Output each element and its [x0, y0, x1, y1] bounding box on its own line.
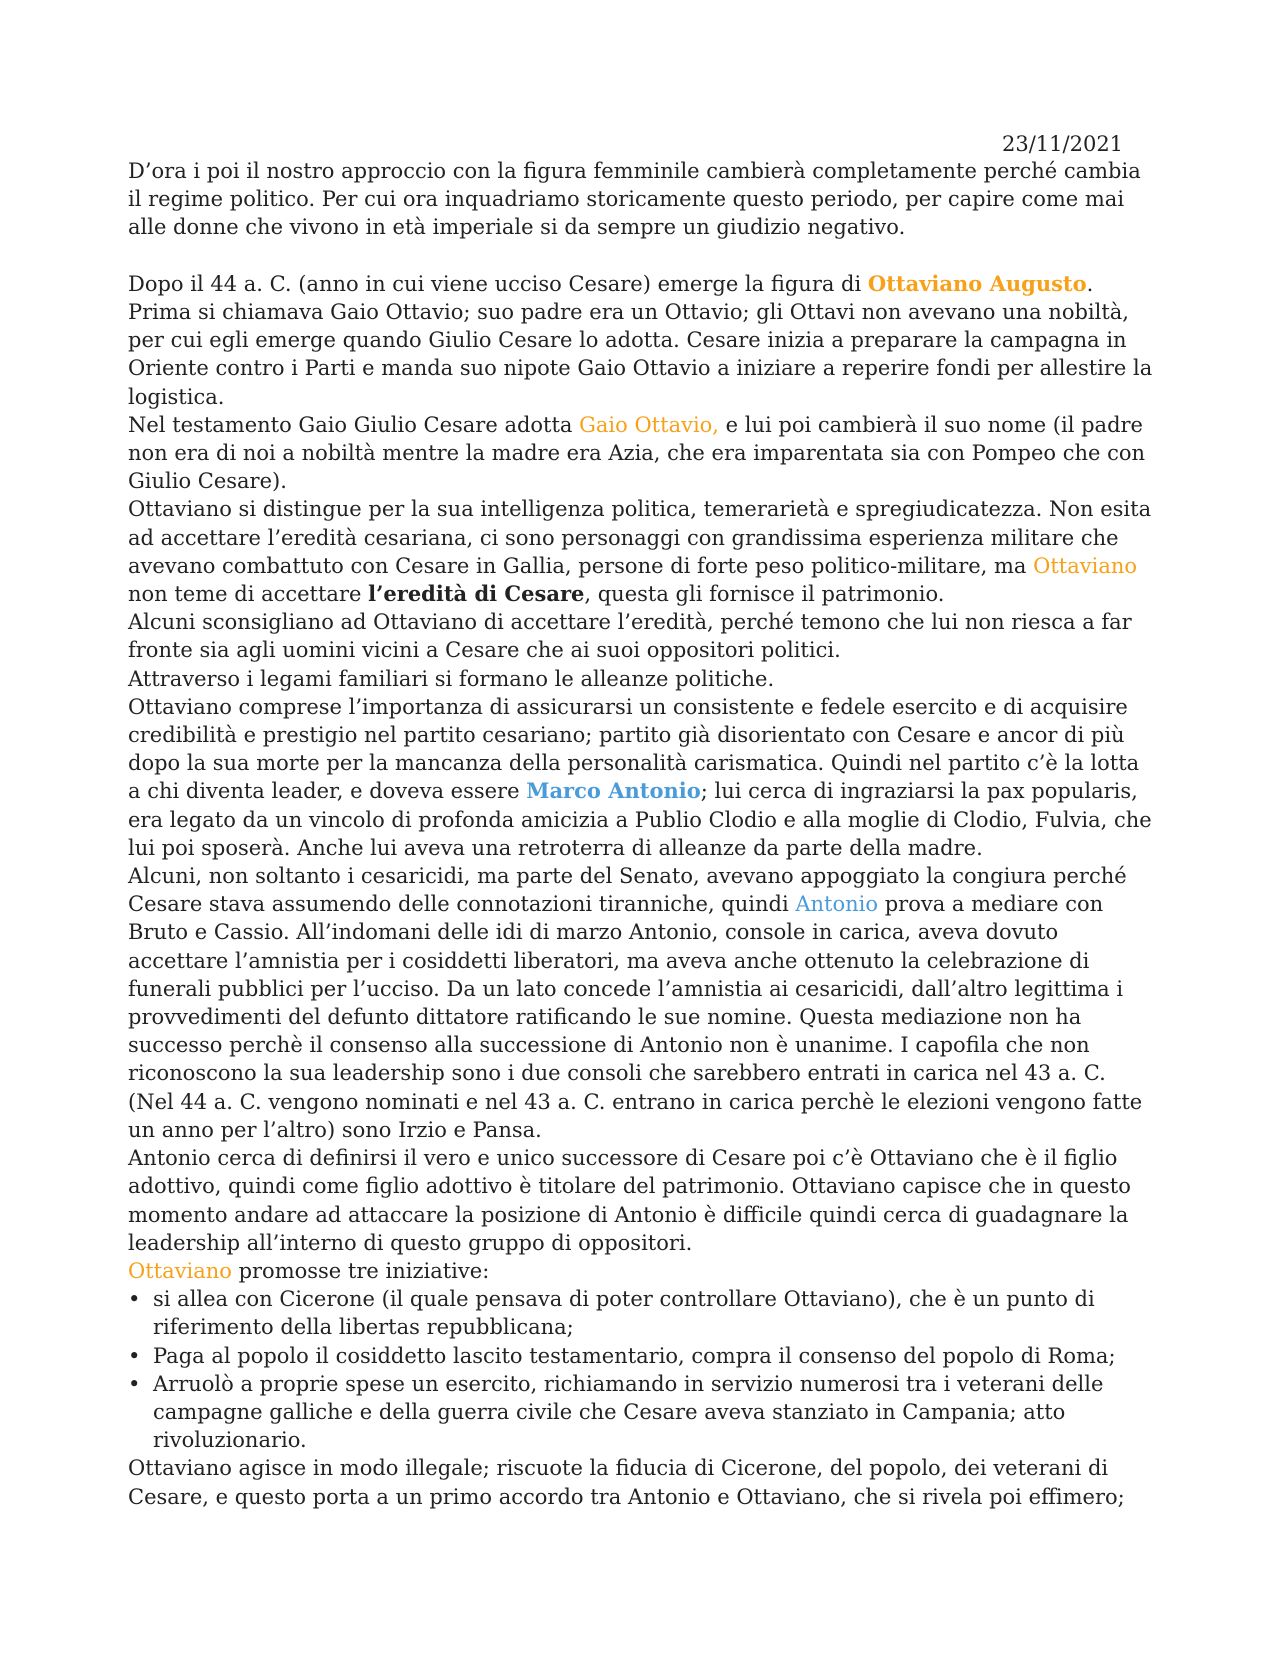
text-run: Nel testamento Gaio Giulio Cesare adotta	[128, 412, 580, 437]
bullet-icon: •	[128, 1343, 141, 1368]
paragraph-illegale: Ottaviano agisce in modo illegale; riscuote la fiducia di Cicerone, del popolo, dei veterani di Cesare, e questo porta a un primo accordo tra Antonio e Ottaviano, che si rivela poi effimero;	[128, 1456, 1125, 1509]
list-item-text: si allea con Cicerone (il quale pensava di poter controllare Ottaviano), che è un punto di riferimento della libertas repubblicana;	[153, 1287, 1095, 1340]
highlight-name-ottaviano: Ottaviano	[128, 1258, 232, 1283]
text-run: e lui poi cambierà il suo nome (il padre non era di noi a nobiltà mentre la madre era Azia, che era imparentata sia con Pompeo che con Giulio Cesare).	[128, 412, 1146, 494]
list-item	[128, 1370, 1158, 1455]
document-date: 23/11/2021	[1002, 132, 1124, 156]
highlight-name-ottaviano: Ottaviano	[1033, 553, 1138, 578]
highlight-name-gaio-ottavio: Gaio Ottavio,	[579, 412, 719, 437]
bullet-icon: •	[128, 1371, 141, 1396]
text-run: non teme di accettare	[128, 582, 369, 607]
paragraph-testamento	[128, 411, 1158, 496]
highlight-name-antonio: Antonio	[795, 892, 879, 917]
text-run: promosse tre iniziative:	[231, 1258, 490, 1283]
paragraph-iniziative	[128, 1257, 1158, 1285]
text-run: ; lui cerca di ingraziarsi la pax popularis, era legato da un vincolo di profonda amicizia a Publio Clodio e alla moglie di Clodio, Fulvia, che lui poi sposerà. Anche lui aveva una retroterra di alleanze da parte della madre.	[128, 779, 1152, 860]
bullet-list-iniziative	[128, 1285, 1158, 1454]
paragraph-successore: Antonio cerca di definirsi il vero e unico successore di Cesare poi c’è Ottaviano che è il figlio adottivo, quindi come figlio adottivo è titolare del patrimonio. Ottaviano capisce che in questo momento andare ad attaccare la posizione di Antonio è difficile quindi cerca di guadagnare la leadership all’interno di questo gruppo di oppositori.	[128, 1146, 1131, 1255]
blank-line	[128, 242, 1158, 270]
paragraph-legami: Attraverso i legami familiari si formano le alleanze politiche.	[128, 666, 775, 691]
paragraph-marco-antonio	[128, 693, 1158, 862]
text-run: prova a mediare con Bruto e Cassio. All’indomani delle idi di marzo Antonio, console in carica, aveva dovuto accettare l’amnistia per i cosiddetti liberatori, ma aveva anche ottenuto la celebrazione di funerali pubblici per l’ucciso. Da un lato concede l’amnistia ai cesaricidi, dall’altro legittima i provvedimenti del defunto dittatore ratificando le sue nomine. Questa mediazione non ha successo perchè il consenso alla successione di Antonio non è unanime. I capofila che non riconoscono la sua leadership sono i due consoli che sarebbero entrati in carica nel 43 a. C. (Nel 44 a. C. vengono nominati e nel 43 a. C. entrano in carica perchè le elezioni vengono fatte un anno per l’altro) sono Irzio e Pansa.	[128, 892, 1143, 1142]
highlight-name-marco-antonio: Marco Antonio	[526, 778, 701, 804]
paragraph-eredita	[128, 495, 1158, 608]
document-body	[128, 157, 1158, 1511]
paragraph-ottaviano-augusto	[128, 270, 1158, 411]
text-run: Ottaviano comprese l’importanza di assicurarsi un consistente e fedele esercito e di acquisire credibilità e prestigio nel partito cesariano; partito già disorientato con Cesare e ancor di più dopo la sua morte per la mancanza della personalità carismatica. Quindi nel partito c’è la lotta a chi diventa leader, e doveva essere	[128, 694, 1140, 804]
list-item-text: Paga al popolo il cosiddetto lascito testamentario, compra il consenso del popolo di Roma;	[153, 1343, 1116, 1368]
paragraph-congiura	[128, 862, 1158, 1144]
list-item	[128, 1342, 1158, 1370]
bold-eredita-di-cesare: l’eredità di Cesare	[368, 581, 585, 607]
paragraph-sconsigliano: Alcuni sconsigliano ad Ottaviano di accettare l’eredità, perché temono che lui non riesca a far fronte sia agli uomini vicini a Cesare che ai suoi oppositori politici.	[128, 610, 1132, 663]
highlight-name-ottaviano-augusto: Ottaviano Augusto	[867, 270, 1087, 296]
list-item	[128, 1285, 1158, 1341]
paragraph-intro: D’ora i poi il nostro approccio con la figura femminile cambierà completamente perché cambia il regime politico. Per cui ora inquadriamo storicamente questo periodo, per capire come mai alle donne che vivono in età imperiale si da sempre un giudizio negativo.	[128, 159, 1141, 240]
bullet-icon: •	[128, 1287, 141, 1312]
text-run: Ottaviano si distingue per la sua intelligenza politica, temerarietà e spregiudicatezza. Non esita ad accettare l’eredità cesariana, ci sono personaggi con grandissima esperienza militare che avevano combattuto con Cesare in Gallia, persone di forte peso politico-militare, ma	[128, 497, 1152, 578]
text-run: . Prima si chiamava Gaio Ottavio; suo padre era un Ottavio; gli Ottavi non avevano una nobiltà, per cui egli emerge quando Giulio Cesare lo adotta. Cesare inizia a preparare la campagna in Oriente contro i Parti e manda suo nipote Gaio Ottavio a iniziare a reperire fondi per allestire la logistica.	[128, 271, 1153, 409]
text-run: , questa gli fornisce il patrimonio.	[584, 582, 945, 607]
text-run: Alcuni, non soltanto i cesaricidi, ma parte del Senato, avevano appoggiato la congiura perché Cesare stava assumendo delle connotazioni tiranniche, quindi	[128, 864, 1127, 917]
list-item-text: Arruolò a proprie spese un esercito, richiamando in servizio numerosi tra i veterani delle campagne galliche e della guerra civile che Cesare aveva stanziato in Campania; atto rivoluzionario.	[153, 1371, 1104, 1453]
text-run: Dopo il 44 a. C. (anno in cui viene ucciso Cesare) emerge la figura di	[128, 271, 868, 296]
